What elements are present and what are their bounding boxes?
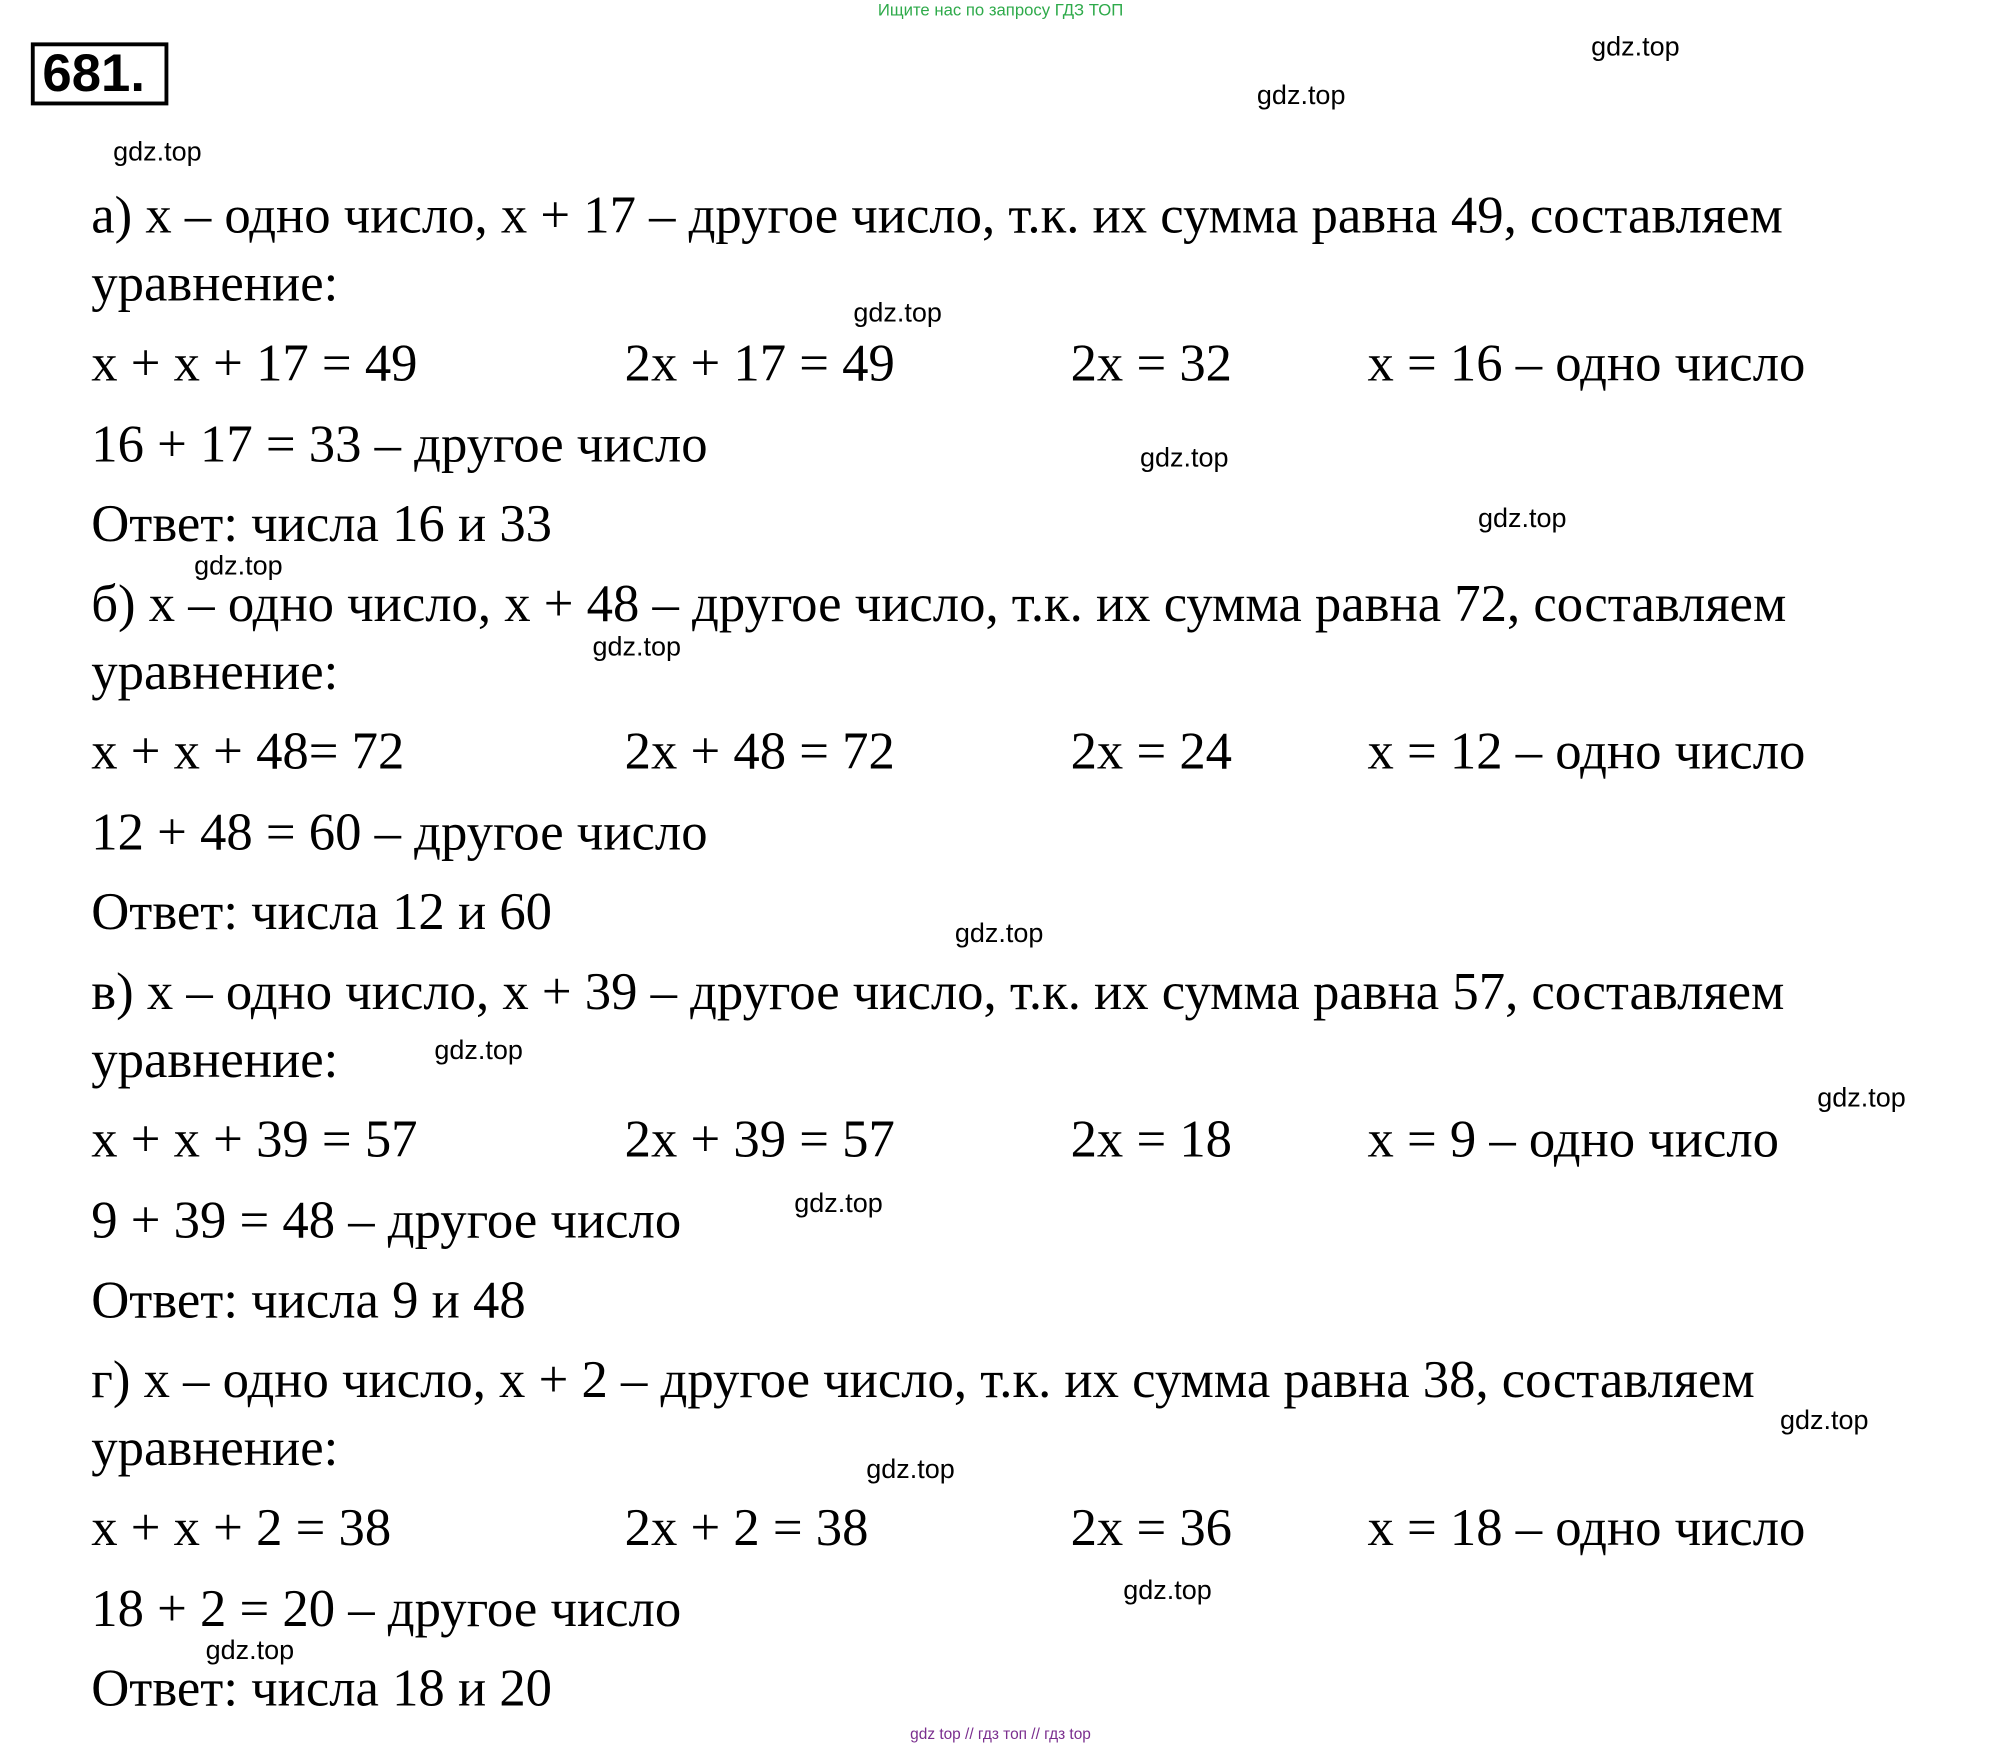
part-c-condition-cont: уравнение: bbox=[91, 1029, 339, 1089]
watermark: gdz.top bbox=[1123, 1575, 1212, 1606]
problem-number-suffix: . bbox=[130, 43, 146, 103]
watermark: gdz.top bbox=[205, 1636, 295, 1666]
part-b-other-number: 12 + 48 = 60 – другое число bbox=[91, 801, 708, 862]
part-c-step-2: 2x = 18 bbox=[1070, 1109, 1233, 1169]
part-b-step-1: 2x + 48 = 72 bbox=[624, 720, 895, 781]
part-b-root: x = 12 – одно число bbox=[1367, 720, 1806, 781]
watermark: gdz.top bbox=[1591, 32, 1680, 62]
footer-watermark: gdz top // гдз топ // гдз top bbox=[910, 1724, 1091, 1743]
part-a-root: x = 16 – одно число bbox=[1367, 332, 1806, 392]
part-c-answer: Ответ: числа 9 и 48 bbox=[91, 1269, 526, 1329]
part-c-other-number: 9 + 39 = 48 – другое число bbox=[91, 1190, 682, 1250]
part-a-condition-cont: уравнение: bbox=[91, 253, 339, 313]
watermark: gdz.top bbox=[866, 1454, 955, 1485]
part-d-condition: г) x – одно число, x + 2 – другое число, т.к. их сумма равна 38, составляем bbox=[91, 1349, 1755, 1409]
part-d-equation: x + x + 2 = 38 bbox=[91, 1497, 392, 1557]
part-d-condition-cont: уравнение: bbox=[91, 1417, 339, 1477]
part-a-condition: а) x – одно число, x + 17 – другое число, т.к. их сумма равна 49, составляем bbox=[91, 185, 1783, 245]
part-b-answer: Ответ: числа 12 и 60 bbox=[91, 881, 553, 941]
watermark: gdz.top bbox=[592, 632, 682, 662]
part-b-step-2: 2x = 24 bbox=[1070, 720, 1233, 781]
watermark: gdz.top bbox=[1139, 443, 1229, 473]
part-b-equation: x + x + 48= 72 bbox=[91, 720, 405, 781]
watermark: gdz.top bbox=[434, 1035, 523, 1066]
part-b-condition-cont: уравнение: bbox=[91, 641, 339, 701]
watermark: gdz.top bbox=[194, 551, 283, 581]
watermark: gdz.top bbox=[794, 1188, 883, 1219]
watermark: gdz.top bbox=[1256, 80, 1346, 111]
watermark: gdz.top bbox=[1477, 503, 1567, 534]
part-a-answer: Ответ: числа 16 и 33 bbox=[91, 493, 553, 553]
part-a-other-number: 16 + 17 = 33 – другое число bbox=[91, 413, 708, 473]
search-banner: Ищите нас по запросу ГДЗ ТОП bbox=[877, 0, 1124, 20]
watermark: gdz.top bbox=[954, 918, 1044, 949]
part-c-equation: x + x + 39 = 57 bbox=[91, 1109, 418, 1169]
part-c-step-1: 2x + 39 = 57 bbox=[624, 1109, 895, 1169]
problem-number-value: 681 bbox=[42, 43, 131, 103]
part-d-step-2: 2x = 36 bbox=[1070, 1497, 1233, 1557]
part-d-answer: Ответ: числа 18 и 20 bbox=[91, 1657, 553, 1718]
part-a-equation: x + x + 17 = 49 bbox=[91, 332, 418, 392]
watermark: gdz.top bbox=[853, 298, 942, 328]
part-a-step-1: 2x + 17 = 49 bbox=[624, 332, 895, 392]
problem-number bbox=[42, 44, 145, 103]
part-d-step-1: 2x + 2 = 38 bbox=[624, 1497, 869, 1557]
part-b-condition: б) x – одно число, x + 48 – другое число, т.к. их сумма равна 72, составляем bbox=[91, 573, 1787, 633]
part-d-other-number: 18 + 2 = 20 – другое число bbox=[91, 1578, 682, 1638]
part-a-step-2: 2x = 32 bbox=[1070, 332, 1233, 392]
part-c-condition: в) x – одно число, x + 39 – другое число, т.к. их сумма равна 57, составляем bbox=[91, 961, 1785, 1021]
watermark: gdz.top bbox=[1817, 1083, 1906, 1113]
part-d-root: x = 18 – одно число bbox=[1367, 1497, 1806, 1557]
part-c-root: x = 9 – одно число bbox=[1367, 1109, 1779, 1169]
watermark: gdz.top bbox=[113, 137, 202, 168]
watermark: gdz.top bbox=[1780, 1406, 1869, 1436]
